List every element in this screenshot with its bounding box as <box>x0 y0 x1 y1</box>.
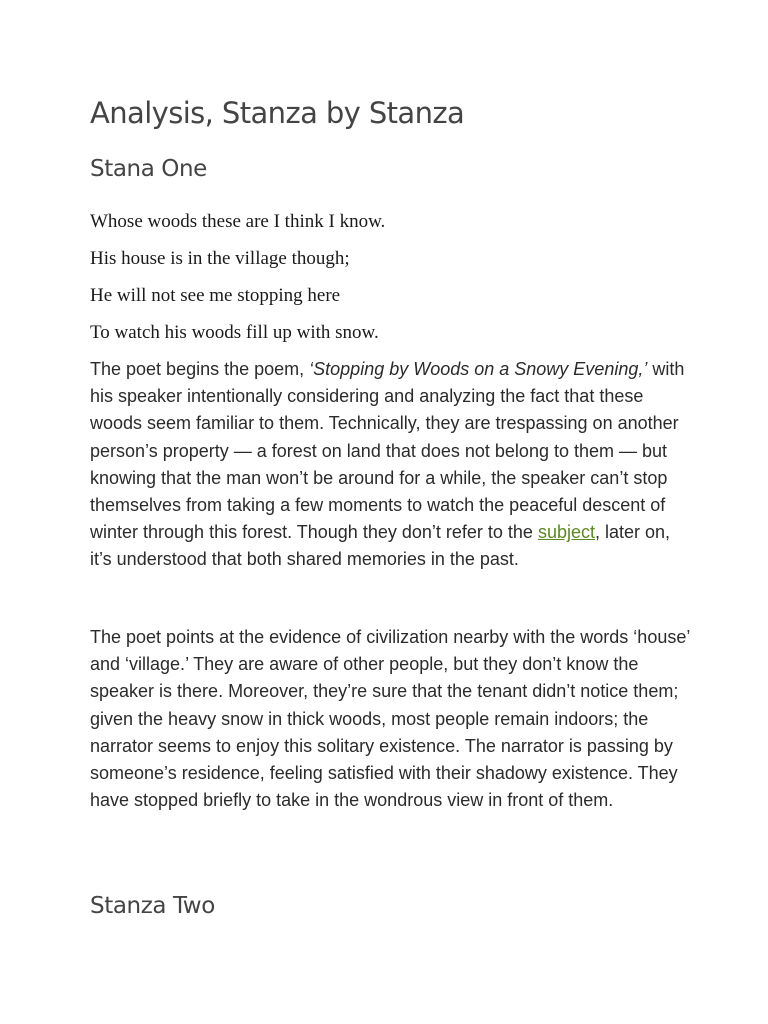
section-heading-stanza-one: Stana One <box>90 156 207 182</box>
poem-line: Whose woods these are I think I know. <box>90 211 386 232</box>
paragraph-text: , later on, it’s understood that both shared memories in the past. <box>90 522 671 570</box>
poem-line: To watch his woods fill up with snow. <box>90 322 379 343</box>
poem-title-quote: ‘Stopping by Woods on a Snowy Evening,’ <box>309 359 648 379</box>
poem-line: His house is in the village though; <box>90 248 350 269</box>
section-heading-stanza-two: Stanza Two <box>90 893 215 919</box>
analysis-paragraph: The poet points at the evidence of civilization nearby with the words ‘house’ and ‘village.’ They are aware of other people, but they don’t know the speaker is there. Moreover, they’re sure that the tenant didn’t notice them; given the heavy snow in thick woods, most people remain indoors; the narrator seems to enjoy this solitary existence. The narrator is passing by someone’s residence, feeling satisfied with their shadowy existence. They have stopped briefly to take in the wondrous view in front of them. <box>90 627 690 811</box>
paragraph-text: The poet begins the poem, <box>90 359 310 379</box>
analysis-paragraph <box>90 356 690 574</box>
page-title: Analysis, Stanza by Stanza <box>90 96 465 130</box>
paragraph-text: with his speaker intentionally considering and analyzing the fact that these woods seem familiar to them. Technically, they are trespassing on another person’s property — a forest on land that does not belong to them — but knowing that the man won’t be around for a while, the speaker can’t stop themselves from taking a few moments to watch the peaceful descent of winter through this forest. Though they don’t refer to the <box>90 359 685 543</box>
subject-link[interactable]: subject <box>537 522 595 543</box>
poem-line: He will not see me stopping here <box>90 285 341 306</box>
